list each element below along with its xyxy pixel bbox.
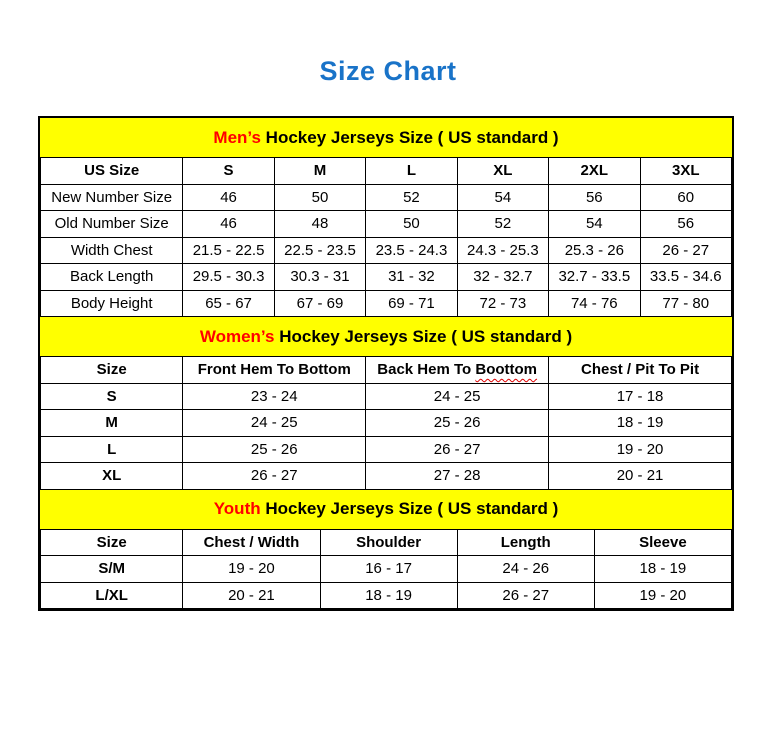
row-label: Old Number Size <box>41 211 183 238</box>
column-header: L <box>366 158 457 185</box>
row-label: New Number Size <box>41 184 183 211</box>
column-header: Shoulder <box>320 529 457 556</box>
size-value: 18 - 19 <box>549 410 732 437</box>
table-row <box>41 237 732 264</box>
size-value: 54 <box>457 184 548 211</box>
column-header: 2XL <box>549 158 640 185</box>
size-value: 22.5 - 23.5 <box>274 237 365 264</box>
size-value: 18 - 19 <box>320 582 457 609</box>
row-label: M <box>41 410 183 437</box>
row-label: Body Height <box>41 290 183 317</box>
youth-section-accent: Youth <box>213 499 261 518</box>
column-header: Size <box>41 357 183 384</box>
size-value: 50 <box>274 184 365 211</box>
table-row <box>41 290 732 317</box>
column-header: Chest / Width <box>183 529 320 556</box>
size-value: 18 - 19 <box>594 556 731 583</box>
size-chart <box>38 116 734 611</box>
size-value: 46 <box>183 211 274 238</box>
row-label: L/XL <box>41 582 183 609</box>
size-value: 77 - 80 <box>640 290 731 317</box>
table-row <box>41 582 732 609</box>
size-value: 50 <box>366 211 457 238</box>
size-value: 23 - 24 <box>183 383 366 410</box>
size-value: 54 <box>549 211 640 238</box>
size-value: 69 - 71 <box>366 290 457 317</box>
mens-section-accent: Men’s <box>213 127 261 147</box>
size-value: 25.3 - 26 <box>549 237 640 264</box>
size-value: 25 - 26 <box>366 410 549 437</box>
row-label: XL <box>41 463 183 490</box>
youth-section-header <box>40 490 732 529</box>
size-value: 65 - 67 <box>183 290 274 317</box>
size-value: 60 <box>640 184 731 211</box>
size-value: 17 - 18 <box>549 383 732 410</box>
womens-section-accent: Women’s <box>199 326 275 346</box>
size-value: 32 - 32.7 <box>457 264 548 291</box>
table-row <box>41 264 732 291</box>
size-value: 19 - 20 <box>549 436 732 463</box>
column-header: Length <box>457 529 594 556</box>
youth-section-title: Hockey Jerseys Size ( US standard ) <box>260 499 559 518</box>
size-value: 27 - 28 <box>366 463 549 490</box>
column-header: 3XL <box>640 158 731 185</box>
column-header: Front Hem To Bottom <box>183 357 366 384</box>
column-header: M <box>274 158 365 185</box>
table-row <box>41 556 732 583</box>
table-row <box>41 436 732 463</box>
table-row <box>41 463 732 490</box>
row-label: Width Chest <box>41 237 183 264</box>
column-header: US Size <box>41 158 183 185</box>
youth-header-row <box>41 529 732 556</box>
size-value: 20 - 21 <box>549 463 732 490</box>
size-value: 19 - 20 <box>594 582 731 609</box>
row-label: S <box>41 383 183 410</box>
column-header: Size <box>41 529 183 556</box>
table-row <box>41 211 732 238</box>
size-value: 24.3 - 25.3 <box>457 237 548 264</box>
womens-section-header <box>40 317 732 356</box>
size-value: 26 - 27 <box>457 582 594 609</box>
mens-header-row <box>41 158 732 185</box>
mens-section-header <box>40 118 732 157</box>
womens-header-row <box>41 357 732 384</box>
size-value: 72 - 73 <box>457 290 548 317</box>
size-value: 30.3 - 31 <box>274 264 365 291</box>
column-header: Chest / Pit To Pit <box>549 357 732 384</box>
row-label: Back Length <box>41 264 183 291</box>
page-title: Size Chart <box>319 56 457 86</box>
mens-size-table <box>40 157 732 317</box>
column-header: Back Hem To Boottom <box>366 357 549 384</box>
size-value: 56 <box>640 211 731 238</box>
size-value: 31 - 32 <box>366 264 457 291</box>
size-value: 20 - 21 <box>183 582 320 609</box>
size-value: 16 - 17 <box>320 556 457 583</box>
youth-size-table <box>40 529 732 610</box>
table-row <box>41 410 732 437</box>
column-header: S <box>183 158 274 185</box>
size-value: 26 - 27 <box>640 237 731 264</box>
column-header: Sleeve <box>594 529 731 556</box>
size-value: 56 <box>549 184 640 211</box>
size-value: 26 - 27 <box>183 463 366 490</box>
size-value: 25 - 26 <box>183 436 366 463</box>
size-value: 46 <box>183 184 274 211</box>
mens-section-title: Hockey Jerseys Size ( US standard ) <box>260 127 559 147</box>
size-value: 52 <box>457 211 548 238</box>
size-value: 23.5 - 24.3 <box>366 237 457 264</box>
size-value: 24 - 26 <box>457 556 594 583</box>
womens-section-title: Hockey Jerseys Size ( US standard ) <box>274 326 573 346</box>
size-value: 24 - 25 <box>183 410 366 437</box>
size-value: 24 - 25 <box>366 383 549 410</box>
size-value: 32.7 - 33.5 <box>549 264 640 291</box>
size-value: 21.5 - 22.5 <box>183 237 274 264</box>
womens-size-table <box>40 356 732 490</box>
table-row <box>41 383 732 410</box>
row-label: L <box>41 436 183 463</box>
row-label: S/M <box>41 556 183 583</box>
size-value: 67 - 69 <box>274 290 365 317</box>
size-value: 26 - 27 <box>366 436 549 463</box>
size-value: 48 <box>274 211 365 238</box>
misspelled-word: Boottom <box>475 361 538 379</box>
column-header: XL <box>457 158 548 185</box>
size-value: 19 - 20 <box>183 556 320 583</box>
table-row <box>41 184 732 211</box>
size-value: 29.5 - 30.3 <box>183 264 274 291</box>
size-value: 33.5 - 34.6 <box>640 264 731 291</box>
size-value: 52 <box>366 184 457 211</box>
size-value: 74 - 76 <box>549 290 640 317</box>
